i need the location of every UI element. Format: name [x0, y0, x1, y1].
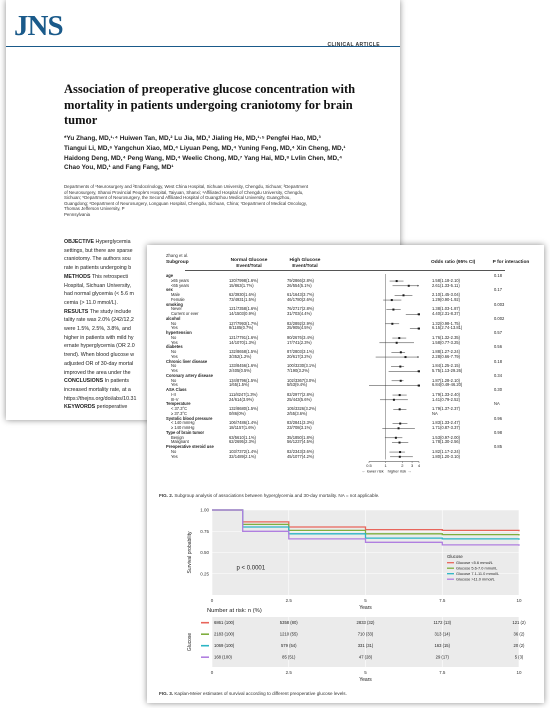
abstract-text: higher in patients with mild hy — [64, 334, 134, 341]
risk-cell: 163 (15) — [434, 643, 451, 648]
subgroup-label: No — [171, 377, 177, 383]
odds-ratio-ci: 2.28(0.66-7.79) — [432, 353, 460, 359]
risk-cell: 47 (28) — [358, 654, 373, 660]
abstract-text: In patients — [103, 378, 130, 385]
p-interaction: 0.002 — [494, 315, 505, 321]
odds-ratio-ci: 1.53(0.97-2.00) — [432, 434, 460, 440]
subgroup-label: Yes — [171, 453, 178, 459]
abstract-line — [64, 247, 154, 256]
odds-ratio-ci: 1.78(1.30-2.56) — [432, 439, 460, 445]
risk-y-label: Glucose — [187, 632, 193, 652]
odds-ratio-ci: 1.38(1.03-1.87) — [432, 306, 460, 312]
normal-event-total: 127/7993(1.7%) — [229, 320, 259, 326]
normal-event-total: 32/1489(2.1%) — [229, 453, 256, 459]
odds-ratio-ci: 1.84(1.25-2.15) — [432, 363, 460, 369]
normal-event-total: 14/1070(1.3%) — [229, 339, 256, 345]
high-event-total: 56/1237(4.5%) — [287, 439, 314, 445]
abstract-text: https://thejns.org/doi/abs/10.31 — [64, 395, 137, 402]
affiliation-line: of Neurosurgery, Shanxi Provincial People's Hospital, Taiyuan, Shanxi; ⁴Affiliated Hospital of Chengdu University, Chengdu, — [64, 189, 304, 195]
col-header-normal: Normal Glucose Event/Total — [230, 258, 268, 269]
subgroup-heading: alcohol — [166, 315, 181, 321]
subgroup-heading: Systolic blood pressure — [166, 415, 213, 421]
forest-tick-label: 4 — [417, 463, 421, 468]
risk-cell: 1069 (100) — [214, 643, 235, 648]
fig3-caption — [159, 691, 347, 696]
fig3-caption-text: Kaplan-Meier estimates of survival according to different preoperative glucose levels. — [173, 691, 347, 696]
subgroup-label: ≥ 37.3°C — [171, 410, 187, 416]
normal-event-total: 24/614(3.9%) — [229, 396, 254, 402]
high-event-total: 5/53(9.4%) — [287, 382, 308, 388]
abstract-line — [64, 386, 154, 395]
abstract-line — [64, 342, 154, 351]
odds-ratio-ci: 1.87(1.28-2.10) — [432, 377, 460, 383]
p-interaction: 0.30 — [494, 387, 502, 392]
subgroup-label: Current or ever — [171, 311, 199, 316]
affiliation-line: Guangdong; ⁶Department of Neurosurgery, Longquan Hospital, Chengdu, Sichuan, China; ⁷Department of Medical Oncology, — [64, 200, 307, 206]
subgroup-label: <65 years — [171, 282, 190, 288]
abstract-line — [64, 360, 154, 369]
high-event-total: 82/2977(2.8%) — [287, 391, 314, 397]
abstract-text: The study include — [88, 308, 132, 315]
risk-cell: 168 (100) — [214, 654, 232, 660]
normal-event-total: 103/7372(1.4%) — [229, 448, 259, 454]
subgroup-label: I-II — [171, 391, 176, 397]
normal-event-total: 8/1185(0.7%) — [229, 325, 254, 331]
p-interaction: 0.003 — [494, 301, 505, 307]
risk-cell: 85 (51) — [282, 654, 296, 660]
abstract-line — [64, 334, 154, 343]
risk-cell: 36 (2) — [513, 631, 525, 637]
forest-tick-label: 0.5 — [366, 463, 372, 468]
km-legend-label: Glucose <5.6 mmol/L — [456, 560, 493, 565]
odds-ratio-ci: 1.79(1.37-2.37) — [432, 406, 460, 411]
km-legend-label: Glucose 5.6-7.0 mmol/L — [456, 565, 498, 571]
normal-event-total: 1/65(1.5%) — [229, 382, 250, 388]
abstract-text: Hyperglycemia — [94, 239, 131, 245]
odds-ratio-ci: 1.71(0.87-3.37) — [432, 425, 460, 430]
forest-tick-label: 3 — [410, 463, 414, 468]
subgroup-label: Male — [171, 292, 180, 297]
risk-cell: 2833 (32) — [356, 620, 375, 625]
subgroup-heading: Coronary artery disease — [166, 372, 213, 378]
affiliation-line: Thomas Jefferson University, P — [64, 206, 125, 212]
author-line: Haidong Deng, MD,⁴ Peng Wang, MD,⁴ Weelic Chong, MD,⁷ Yang Hai, MD,⁸ Lvlin Chen, MD,⁴ — [64, 154, 343, 162]
affiliation-line: Sichuan; ⁵Department of Neurosurgery, the Second Affiliated Hospital of Guangzhou Medical University, Guangzhou, — [64, 195, 291, 201]
odds-ratio-ci: 2.61(1.33-5.11) — [432, 282, 460, 288]
article-figure-page — [147, 245, 544, 703]
subgroup-heading: ASA Class — [166, 387, 187, 392]
high-event-total: 83/2841(3.3%) — [287, 420, 314, 426]
risk-cell: 121 (2) — [512, 620, 526, 625]
km-x-tick-label: 7.5 — [439, 598, 446, 603]
normal-event-total: 133/8456(1.6%) — [229, 363, 259, 369]
odds-ratio-ci: 1.88(1.27-2.24) — [432, 349, 460, 354]
high-event-total: 105/3326(3.2%) — [287, 406, 317, 411]
p-interaction: NA — [494, 401, 500, 407]
odds-ratio-ci: 1.76(1.32-2.35) — [432, 334, 460, 340]
high-event-total: 2/55(3.6%) — [287, 410, 308, 416]
abstract-line — [64, 351, 154, 360]
risk-x-axis-label: Years — [359, 677, 372, 683]
abstract-text: craniotomy. The authors sou — [64, 256, 131, 263]
subgroup-label: III-V — [171, 396, 179, 402]
abstract-line — [64, 395, 154, 404]
high-event-total: 31/703(4.4%) — [287, 311, 312, 316]
odds-ratio-ci: NA — [432, 410, 438, 416]
risk-cell: 5358 (80) — [279, 620, 298, 625]
subgroup-heading: sex — [166, 287, 173, 293]
high-event-total: 35/1850(1.8%) — [287, 434, 314, 440]
normal-event-total: 15/863(1.7%) — [229, 282, 254, 288]
fig2-caption-text: Subgroup analysis of associations between hyperglycemia and 30-day mortality. NA = not applicable. — [173, 493, 380, 498]
subgroup-label: ≥65 years — [171, 277, 189, 283]
normal-event-total: 18/1157(1.6%) — [229, 425, 256, 430]
subgroup-heading: Preoperative steroid use — [166, 444, 214, 449]
odds-ratio-ci: 1.83(1.33-2.47) — [432, 420, 460, 426]
risk-cell: 313 (14) — [434, 631, 451, 637]
odds-ratio-ci: 1.79(1.33-2.40) — [432, 391, 460, 397]
col-header-p: P for interaction — [492, 260, 530, 265]
abstract-line — [64, 377, 154, 386]
author-line: *Yu Zhang, MD,¹·⁴ Huiwen Tan, MD,² Lu Jia, MD,³ Jialing He, MD,¹·⁵ Pengfei Hao, MD,³ — [64, 135, 321, 142]
abstract-text: perioperative — [95, 404, 128, 411]
risk-x-tick-label: 2.5 — [285, 670, 292, 675]
high-event-total: 79/2866(2.8%) — [287, 277, 314, 283]
subgroup-heading: smoking — [166, 301, 183, 307]
odds-ratio-ci: 1.29(0.90-1.92) — [432, 296, 460, 302]
subgroup-label: Yes — [171, 382, 178, 388]
subgroup-label: ≥ 140 mmHg — [171, 425, 195, 430]
km-x-tick-label: 2.5 — [285, 598, 292, 603]
abstract-text: Hospital, Sichuan University, — [64, 282, 132, 289]
high-event-total: 61/1643(3.7%) — [287, 292, 314, 297]
risk-cell: 6861 (100) — [214, 620, 235, 625]
abstract-section-label: KEYWORDS — [64, 404, 96, 411]
risk-cell: 20 (2) — [513, 643, 525, 648]
col-header-subgroup: Subgroup — [166, 260, 189, 265]
odds-ratio-ci: 4.40(2.31-8.37) — [432, 311, 460, 316]
abstract-section-label: OBJECTIVE — [64, 239, 95, 245]
abstract-text: rate in patients undergoing b — [64, 265, 132, 272]
normal-event-total: 132/8680(1.5%) — [229, 406, 259, 411]
km-x-tick-label: 10 — [516, 598, 522, 603]
abstract-text: increased mortality rate, at a — [64, 386, 131, 393]
p-interaction: 0.98 — [494, 429, 502, 435]
subgroup-label: No — [171, 349, 177, 354]
abstract-line — [64, 290, 154, 299]
abstract-text: ernate hyperglycemia (OR 2.0 — [64, 343, 135, 350]
normal-event-total: 121/7358(1.6%) — [229, 306, 259, 312]
abstract-text: had normal glycemia (< 5.6 m — [64, 291, 134, 298]
risk-cell: 579 (54) — [280, 643, 297, 648]
high-event-total: 26/554(5.1%) — [287, 282, 312, 288]
abstract-section-label: CONCLUSIONS — [64, 378, 104, 385]
km-legend-title: Glucose — [447, 554, 463, 559]
abstract-line — [64, 273, 154, 282]
risk-cell: 331 (31) — [357, 643, 374, 648]
odds-ratio-ci: 1.32(0.98-1.75) — [432, 320, 460, 326]
affiliations — [64, 184, 384, 218]
high-event-total: 100/3230(3.1%) — [287, 363, 317, 369]
subgroup-label: Female — [171, 296, 185, 302]
axis-lower-risk: ← lower risk — [361, 468, 384, 474]
abstract-section-label: RESULTS — [64, 308, 89, 315]
abstract-text: were 1.5%, 2.5%, 3.8%, and — [64, 326, 131, 332]
high-event-total: 90/2676(3.4%) — [287, 334, 314, 340]
kaplan-meier-chart — [147, 245, 544, 703]
abstract-line — [64, 403, 154, 412]
p-interaction: 0.17 — [494, 287, 502, 293]
km-p-value: p < 0.0001 — [236, 565, 266, 572]
abstract-line — [64, 316, 154, 325]
abstract-text: adjusted OR of 30-day mortal — [64, 360, 134, 367]
risk-x-tick-label: 10 — [516, 670, 522, 675]
risk-x-tick-label: 5 — [364, 670, 367, 675]
normal-event-total: 73/4931(1.5%) — [229, 296, 256, 302]
subgroup-heading: age — [166, 273, 174, 278]
normal-event-total: 132/8658(1.5%) — [229, 349, 259, 354]
subgroup-label: No — [171, 320, 177, 326]
high-event-total: 82/2343(3.6%) — [287, 448, 314, 454]
km-y-tick-label: 1.00 — [200, 507, 209, 513]
author-line: Chao You, MD,¹ and Fang Fang, MD¹ — [64, 164, 174, 172]
normal-event-total: 2/405(0.5%) — [229, 368, 252, 373]
km-x-axis-label: Years — [359, 605, 372, 611]
risk-x-tick-label: 0 — [210, 670, 214, 675]
subgroup-label: Benign — [171, 434, 184, 440]
p-interaction: 0.85 — [494, 444, 502, 449]
subgroup-heading: hypertension — [166, 330, 192, 335]
col-header-or: Odds ratio (95% CI) — [431, 260, 476, 265]
high-event-total: 17/741(2.3%) — [287, 339, 312, 345]
high-event-total: 25/905(4.5%) — [287, 325, 312, 331]
forest-tick-label: 1 — [384, 463, 387, 468]
fig3-caption-label: FIG. 3. — [159, 691, 174, 696]
subgroup-label: No — [171, 448, 177, 454]
forest-tick-label: 2 — [401, 463, 404, 468]
normal-event-total: 0/86(0%) — [229, 410, 246, 416]
km-y-tick-label: 0.25 — [200, 571, 209, 577]
normal-event-total: 62/2695(2.3%) — [229, 439, 256, 445]
high-event-total: 82/2892(2.9%) — [287, 320, 314, 326]
high-event-total: 102/3367(3.0%) — [287, 377, 317, 383]
risk-x-tick-label: 7.5 — [439, 670, 446, 675]
risk-cell: 1172 (13) — [433, 620, 452, 625]
abstract-line — [64, 325, 154, 334]
author-list — [64, 134, 384, 173]
subgroup-heading: Temperature — [166, 401, 191, 407]
km-x-tick-label: 5 — [364, 598, 367, 603]
p-interaction: 0.57 — [494, 330, 502, 335]
journal-logo: JNS — [14, 10, 63, 42]
abstract-text: trend). When blood glucose w — [64, 352, 135, 359]
author-line: Tiangui Li, MD,⁶ Yangchun Xiao, MD,⁴ Liyuan Peng, MD,⁴ Yuning Feng, MD,⁴ Xin Cheng, MD,¹ — [64, 144, 346, 152]
km-y-axis-label: Survival probability — [187, 531, 193, 574]
affiliation-line: Pennsylvania — [64, 211, 91, 217]
normal-event-total: 121/7791(1.6%) — [229, 334, 259, 340]
high-event-total: 23/708(3.1%) — [287, 425, 312, 430]
abstract-section-label: METHODS — [64, 273, 91, 280]
subgroup-label: No — [171, 363, 177, 369]
normal-event-total: 63/5610(1.1%) — [229, 434, 256, 440]
abstract-line — [64, 238, 154, 247]
km-legend-label: Glucose >11.0 mmol/L — [456, 576, 495, 582]
odds-ratio-ci: 1.82(1.17-2.24) — [432, 448, 460, 454]
odds-ratio-ci: 5.75(1.13-29.26) — [432, 368, 463, 373]
high-event-total: 25/443(5.6%) — [287, 396, 312, 402]
subgroup-heading: Chronic liver disease — [166, 358, 208, 364]
subgroup-label: Yes — [171, 368, 178, 373]
subgroup-label: No — [171, 334, 177, 340]
p-interaction: 0.18 — [494, 273, 502, 278]
normal-event-total: 111/8247(1.3%) — [229, 391, 258, 397]
abstract-line — [64, 282, 154, 291]
abstract-text: settings, but there are sparse — [64, 247, 133, 254]
running-head: Zhang et al. — [166, 253, 189, 258]
high-event-total: 45/1077(4.2%) — [287, 453, 314, 459]
risk-cell: 1210 (55) — [279, 631, 298, 637]
p-interaction: 0.34 — [494, 372, 502, 378]
normal-event-total: 134/8796(1.5%) — [229, 377, 259, 383]
risk-cell: 2183 (100) — [214, 631, 235, 637]
abstract-text: This retrospecti — [90, 273, 129, 280]
p-interaction: 0.96 — [494, 415, 502, 421]
high-event-total: 7/190(3.2%) — [287, 368, 310, 373]
abstract-text: cemia (> 11.0 mmol/L). — [64, 299, 118, 306]
odds-ratio-ci: 1.58(0.77-3.25) — [432, 339, 460, 345]
km-x-tick-label: 0 — [210, 598, 214, 603]
abstract-line — [64, 299, 154, 308]
odds-ratio-ci: 6.84(0.49-46.20) — [432, 382, 463, 388]
abstract-line — [64, 264, 154, 273]
abstract-line — [64, 369, 154, 378]
km-y-tick-label: 0.75 — [200, 528, 209, 534]
risk-cell: 710 (33) — [357, 631, 374, 637]
p-interaction: 0.18 — [494, 358, 502, 364]
risk-cell: 29 (17) — [435, 654, 449, 660]
abstract-line — [64, 308, 154, 317]
high-event-total: 76/2717(2.8%) — [287, 306, 314, 312]
subgroup-label: < 140 mmHg — [171, 420, 195, 426]
article-type-label: CLINICAL ARTICLE — [327, 42, 380, 48]
subgroup-label: Yes — [171, 353, 178, 359]
subgroup-label: Yes — [171, 339, 178, 345]
axis-higher-risk: higher risk → — [387, 468, 412, 474]
odds-ratio-ci: 2.10(1.45-3.04) — [432, 292, 460, 297]
risk-table-title: Number at risk: n (%) — [207, 608, 262, 614]
normal-event-total: 14/1503(0.9%) — [229, 311, 256, 316]
subgroup-label: Yes — [171, 325, 178, 331]
odds-ratio-ci: 1.41(0.79-2.52) — [432, 396, 460, 402]
high-event-total: 87/2803(3.1%) — [287, 349, 314, 354]
km-y-tick-label: 0.50 — [200, 550, 209, 555]
odds-ratio-ci: 6.15(2.74-13.81) — [432, 325, 463, 331]
p-interaction: 0.56 — [494, 344, 502, 350]
risk-cell: 5 (3) — [514, 654, 524, 660]
subgroup-label: Never — [171, 306, 182, 312]
normal-event-total: 120/7998(1.6%) — [229, 277, 259, 283]
fig2-caption-label: FIG. 2. — [159, 493, 174, 498]
km-legend-label: Glucose 7.1-11.0 mmol/L — [456, 571, 500, 576]
odds-ratio-ci: 1.58(1.18-2.10) — [432, 277, 460, 283]
high-event-total: 46/1780(2.6%) — [287, 296, 314, 302]
article-title: Association of preoperative glucose concentration with mortality in patients undergoing craniotomy for brain tumor — [64, 82, 356, 127]
affiliation-line: Departments of ¹Neurosurgery and ²Endocrinology, West China Hospital, Sichuan University, Chengdu, Sichuan; ³Department — [64, 184, 309, 189]
abstract-text: improved the area under the — [64, 369, 131, 376]
high-event-total: 20/617(3.2%) — [287, 353, 312, 359]
col-header-high: High Glucose Event/Total — [289, 258, 321, 269]
subgroup-heading: Type of brain tumor — [166, 429, 205, 435]
subgroup-heading: diabetes — [166, 344, 183, 350]
normal-event-total: 3/352(1.2%) — [229, 353, 252, 359]
subgroup-label: Malignant — [171, 439, 189, 445]
normal-event-total: 62/3930(1.6%) — [229, 292, 256, 297]
subgroup-label: < 37.3°C — [171, 406, 188, 411]
odds-ratio-ci: 1.80(1.20-3.10) — [432, 453, 460, 459]
abstract-line — [64, 255, 154, 264]
abstract-text: tality rate was 2.0% (242/12,2 — [64, 317, 134, 324]
normal-event-total: 106/7486(1.4%) — [229, 420, 259, 426]
